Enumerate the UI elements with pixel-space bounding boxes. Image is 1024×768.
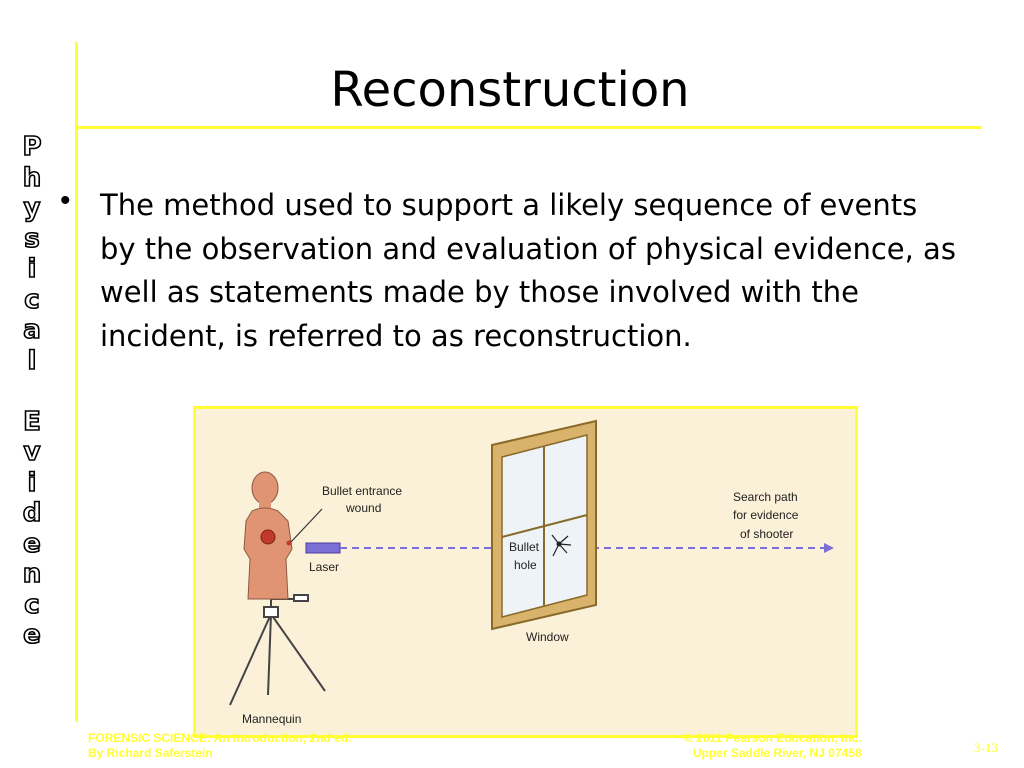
label-window: Window — [526, 630, 569, 644]
bullet-marker: • — [60, 184, 71, 217]
side-label-letter: a — [23, 315, 41, 345]
reconstruction-figure — [193, 406, 858, 738]
bullet-text: The method used to support a likely sequence of events by the observation and evaluation of physical evidence, as well as statements made by those involved with the incident, is referred to as reconstruction. — [100, 188, 956, 353]
side-label-letter: c — [24, 589, 40, 620]
side-label-letter: P — [22, 132, 42, 162]
label-hole: hole — [514, 558, 537, 572]
footer-right — [684, 731, 862, 761]
wound-pointer — [291, 509, 322, 542]
side-label-letter: E — [23, 406, 41, 437]
laser-device — [306, 543, 340, 553]
side-label-physical-evidence — [10, 132, 54, 651]
side-label-letter: c — [24, 284, 40, 315]
window — [492, 421, 596, 629]
side-label-letter: e — [23, 620, 41, 650]
side-label-letter: y — [23, 193, 41, 223]
side-label-letter: h — [22, 162, 42, 193]
side-label-letter: d — [22, 498, 42, 528]
mannequin — [244, 472, 292, 599]
side-label-letter: s — [24, 223, 40, 254]
label-for-evidence: for evidence — [733, 508, 799, 522]
label-laser: Laser — [309, 560, 340, 574]
label-search-path: Search path — [733, 490, 798, 504]
footer-author: By Richard Saferstein — [88, 746, 213, 760]
side-label-letter: v — [23, 437, 41, 467]
side-label-letter: e — [23, 528, 41, 559]
label-of-shooter: of shooter — [740, 527, 794, 541]
beam-arrowhead — [824, 543, 834, 553]
footer-copyright: © 2011 Pearson Education, Inc. — [684, 731, 862, 745]
footer-address: Upper Saddle River, NJ 07458 — [692, 746, 862, 760]
label-bullet-entrance: Bullet entrance — [322, 484, 403, 498]
label-mannequin: Mannequin — [242, 712, 302, 726]
footer-left — [88, 731, 352, 761]
horizontal-accent-line — [75, 126, 982, 129]
label-bullet: Bullet — [509, 540, 540, 554]
tripod — [230, 595, 325, 705]
slide-title: Reconstruction — [330, 62, 690, 118]
slide-number: 3-13 — [974, 740, 998, 755]
side-label-letter: i — [27, 254, 37, 284]
label-wound: wound — [346, 501, 382, 515]
side-label-letter — [27, 376, 36, 407]
footer-book-title: FORENSIC SCIENCE: An Introduction, 2nd ed. — [88, 731, 352, 745]
side-label-letter: i — [27, 467, 37, 498]
side-label-letter: n — [22, 559, 42, 589]
reconstruction-diagram — [196, 409, 855, 735]
vertical-accent-line — [75, 42, 78, 722]
side-label-letter: l — [27, 345, 37, 376]
